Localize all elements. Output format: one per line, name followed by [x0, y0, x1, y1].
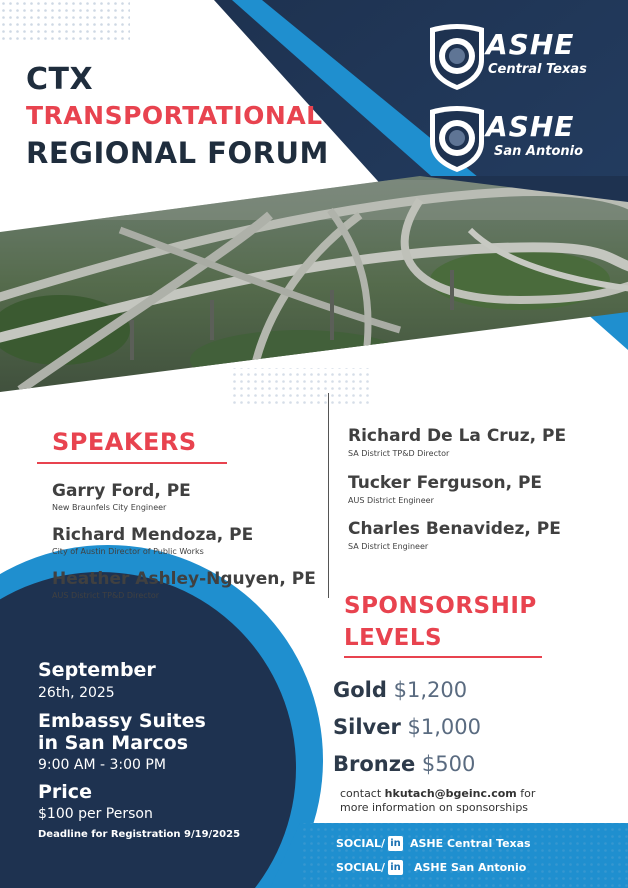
- sponsor-tier-gold: Gold $1,200: [333, 678, 468, 702]
- sponsorship-heading-line-1: SPONSORSHIP: [344, 593, 537, 619]
- event-price-label: Price: [38, 781, 92, 803]
- sponsorship-heading-rule: [344, 656, 542, 658]
- title-line-2: TRANSPORTATIONAL: [26, 101, 323, 130]
- speaker-title: AUS District TP&D Director: [52, 591, 160, 600]
- event-day: 26th, 2025: [38, 685, 115, 701]
- event-venue-line-2: in San Marcos: [38, 732, 189, 754]
- title-line-1: CTX: [26, 62, 94, 97]
- sponsorship-heading-line-2: LEVELS: [344, 625, 443, 651]
- ashe-san-antonio-logo: [426, 104, 616, 178]
- dot-pattern-top: [0, 0, 130, 40]
- social-row-san-antonio[interactable]: [336, 858, 526, 876]
- linkedin-icon: in: [388, 836, 403, 851]
- social-label: SOCIAL/: [336, 836, 385, 850]
- sponsor-tier-bronze: Bronze $500: [333, 752, 476, 776]
- sponsorship-contact: contact hkutach@bgeinc.com for: [340, 787, 536, 800]
- ashe-region-text: Central Texas: [488, 62, 587, 77]
- registration-deadline: Deadline for Registration 9/19/2025: [38, 829, 241, 840]
- ashe-brand-text: ASHE: [486, 28, 575, 61]
- event-month: September: [38, 659, 156, 681]
- speaker-name: Richard Mendoza, PE: [52, 525, 254, 545]
- speaker-name: Garry Ford, PE: [52, 481, 191, 501]
- speaker-title: AUS District Engineer: [348, 496, 434, 505]
- speaker-name: Charles Benavidez, PE: [348, 519, 561, 539]
- social-label: SOCIAL/: [336, 860, 385, 874]
- ashe-shield-icon: [426, 22, 488, 92]
- ashe-brand-text: ASHE: [486, 110, 575, 143]
- event-venue-line-1: Embassy Suites: [38, 710, 206, 732]
- ashe-shield-icon: [426, 104, 488, 174]
- speaker-title: New Braunfels City Engineer: [52, 503, 167, 512]
- ashe-region-text: San Antonio: [494, 144, 584, 159]
- speaker-name: Tucker Ferguson, PE: [348, 473, 543, 493]
- linkedin-icon: in: [388, 860, 403, 875]
- social-account: ASHE Central Texas: [409, 836, 531, 850]
- event-time: 9:00 AM - 3:00 PM: [38, 757, 166, 773]
- speakers-divider: [328, 393, 329, 598]
- speakers-heading: SPEAKERS: [52, 428, 197, 456]
- speaker-title: City of Austin Director of Public Works: [52, 547, 204, 556]
- ashe-central-texas-logo: [426, 22, 616, 96]
- speaker-name: Heather Ashley-Nguyen, PE: [52, 569, 316, 589]
- speakers-heading-rule: [37, 462, 227, 464]
- event-price: $100 per Person: [38, 806, 153, 822]
- sponsor-tier-silver: Silver $1,000: [333, 715, 481, 739]
- contact-email-link[interactable]: hkutach@bgeinc.com: [384, 787, 517, 800]
- speaker-name: Richard De La Cruz, PE: [348, 426, 567, 446]
- social-row-central-texas[interactable]: [336, 834, 531, 852]
- speaker-title: SA District Engineer: [348, 542, 429, 551]
- sponsorship-contact-line-2: more information on sponsorships: [340, 801, 529, 814]
- speaker-title: SA District TP&D Director: [348, 449, 450, 458]
- social-account: ASHE San Antonio: [413, 860, 527, 874]
- title-line-3: REGIONAL FORUM: [26, 136, 329, 170]
